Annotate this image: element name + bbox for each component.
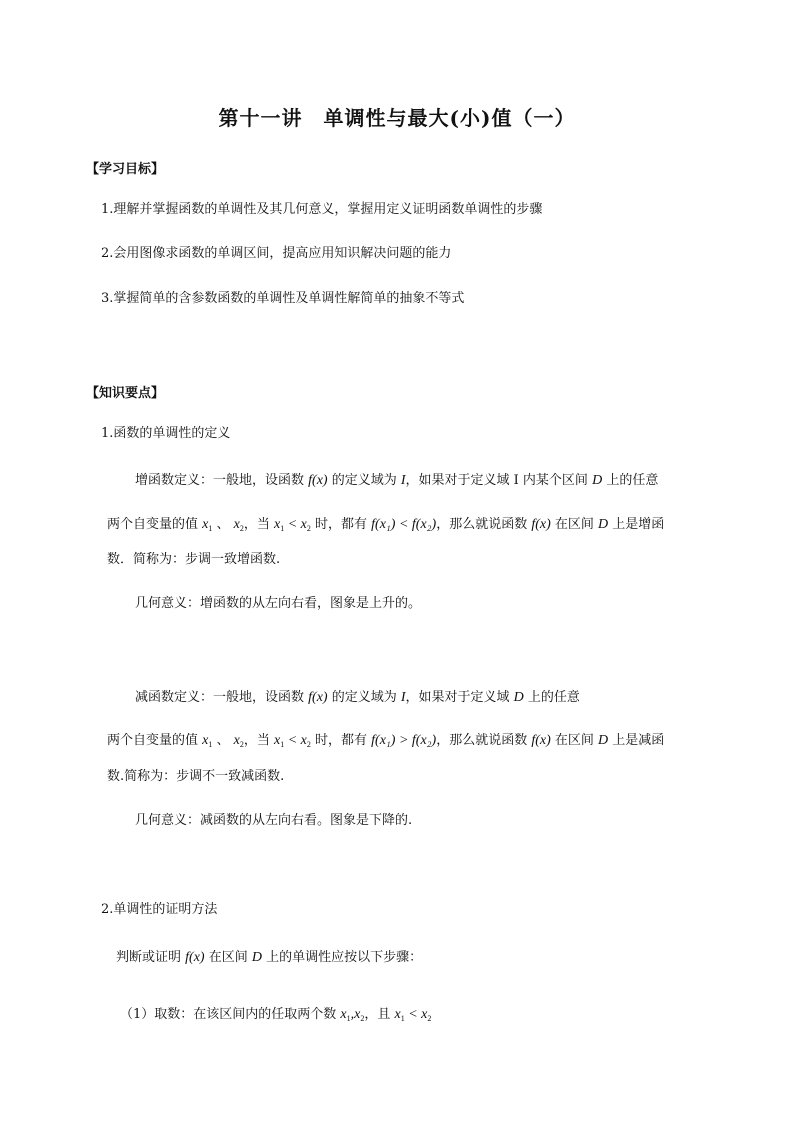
goal-item-3: 3.掌握简单的含参数函数的单调性及单调性解简单的抽象不等式 <box>101 291 465 306</box>
increasing-def-line-3: 数．简称为：步调一致增函数. <box>107 552 281 567</box>
decreasing-def-line-3: 数.简称为：步调不一致减函数. <box>107 769 285 784</box>
increasing-def-line-2: 两个自变量的值 $x_1$ 、 $x_2$，当 $x_1 < x_2$ 时，都有 f(x₁) < f(x₂)，那么就说函数 f(x) 在区间 D 上是增函 <box>107 517 665 533</box>
proof-intro: 判断或证明 f(x) 在区间 D 上的单调性应按以下步骤： <box>116 950 423 965</box>
section-heading-knowledge: 【知识要点】 <box>86 386 165 401</box>
decreasing-geometric-meaning: 几何意义：减函数的从左向右看。图象是下降的. <box>135 813 413 828</box>
goal-item-2: 2.会用图像求函数的单调区间，提高应用知识解决问题的能力 <box>101 246 452 261</box>
page-title: 第十一讲 单调性与最大(小)值（一） <box>218 106 576 130</box>
subsection-title-2: 2.单调性的证明方法 <box>101 902 218 917</box>
increasing-def-line-1: 增函数定义：一般地，设函数 f(x) 的定义域为 I，如果对于定义域 I 内某个区间 D 上的任意 <box>135 473 659 488</box>
proof-step-1: （1）取数：在该区间内的任取两个数 $x_1,x_2$，且 $x_1 < x_2$ <box>120 1007 432 1023</box>
goal-item-1: 1.理解并掌握函数的单调性及其几何意义，掌握用定义证明函数单调性的步骤 <box>101 202 543 217</box>
subsection-title-1: 1.函数的单调性的定义 <box>101 426 231 441</box>
decreasing-def-line-1: 减函数定义：一般地，设函数 f(x) 的定义域为 I，如果对于定义域 D 上的任意 <box>135 690 580 705</box>
section-heading-goals: 【学习目标】 <box>86 162 165 177</box>
decreasing-def-line-2: 两个自变量的值 $x_1$ 、 $x_2$，当 $x_1 < x_2$ 时，都有 f(x₁) > f(x₂)，那么就说函数 f(x) 在区间 D 上是减函 <box>107 733 665 749</box>
increasing-geometric-meaning: 几何意义：增函数的从左向右看，图象是上升的。 <box>135 596 422 611</box>
